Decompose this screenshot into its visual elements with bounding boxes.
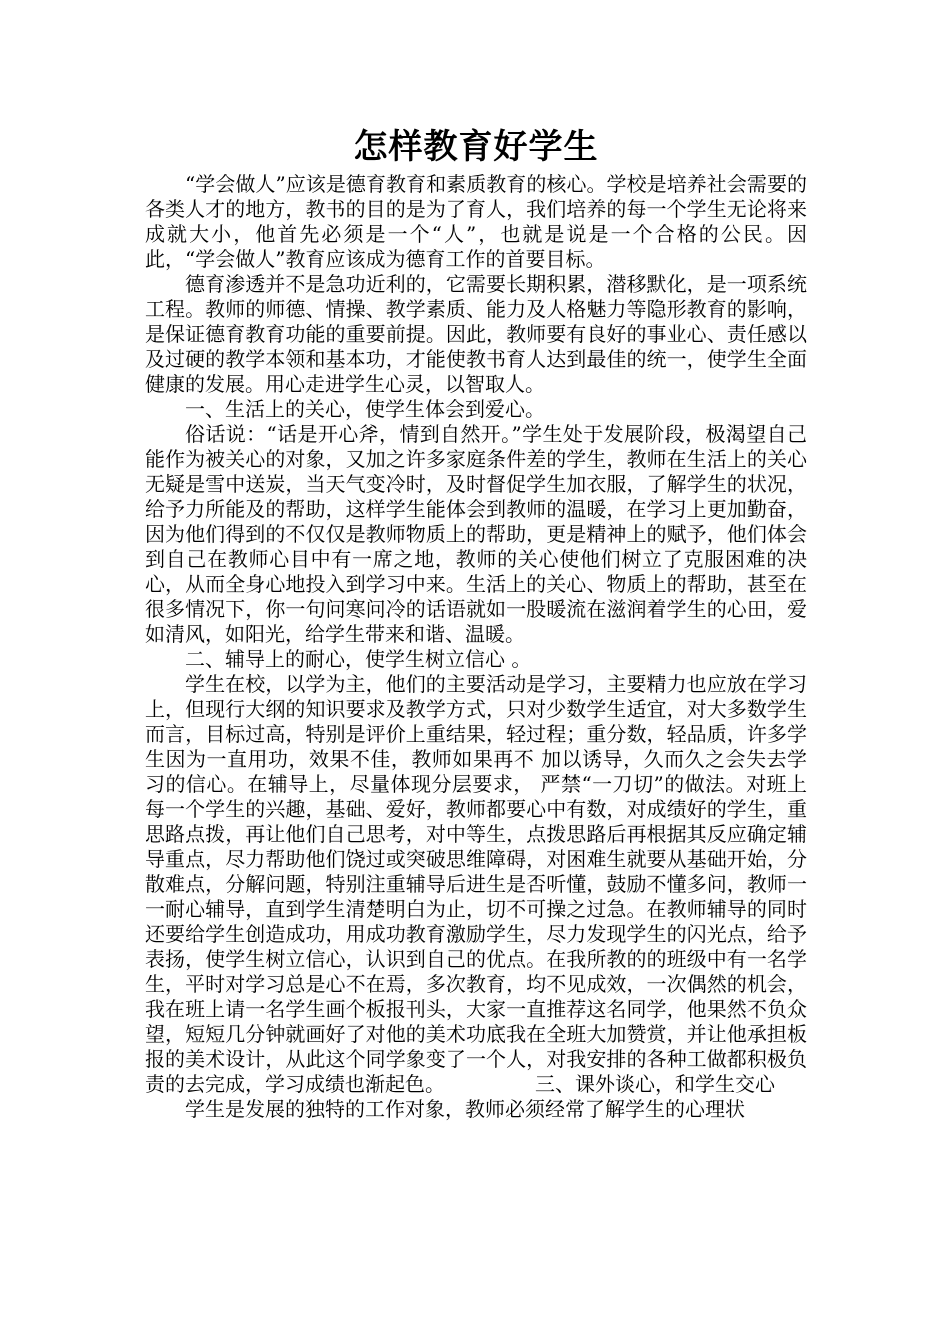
paragraph-life-care: 俗话说：“话是开心斧，情到自然开。”学生处于发展阶段，极渴望自己能作为被关心的对象，又加之许多家庭条件差的学生，教师在生活上的关心无疑是雪中送炭，当天气变冷时，及时督促学生加衣服，了解学生的状况，给予力所能及的帮助，这样学生能体会到教师的温暖，在学习上更加勤奋，因为他们得到的不仅仅是教师物质上的帮助，更是精神上的赋予，他们体会到自己在教师心目中有一席之地，教师的关心使他们树立了克服困难的决心，从而全身心地投入到学习中来。生活上的关心、物质上的帮助，甚至在很多情况下，你一句问寒问冷的话语就如一股暖流在滋润着学生的心田，爱如清风，如阳光，给学生带来和谐、温暖。 xyxy=(145,422,807,646)
document-page xyxy=(145,124,807,1122)
paragraph-student-psychology: 学生是发展的独特的工作对象，教师必须经常了解学生的心理状 xyxy=(185,1097,745,1121)
paragraph-moral-education: 德育渗透并不是急功近利的，它需要长期积累，潜移默化，是一项系统工程。教师的师德、情操、教学素质、能力及人格魅力等隐形教育的影响，是保证德育教育功能的重要前提。因此，教师要有良好的事业心、责任感以及过硬的教学本领和基本功，才能使教书育人达到最佳的统一，使学生全面健康的发展。用心走进学生心灵，以智取人。 xyxy=(145,272,807,396)
paragraph-tutoring: 学生在校，以学为主，他们的主要活动是学习，主要精力也应放在学习上，但现行大纲的知识要求及教学方式，只对少数学生适宜，对大多数学生而言，目标过高，特别是评价上重结果，轻过程；重分数，轻品质，许多学生因为一直用功，效果不佳，教师如果再不 加以诱导，久而久之会失去学习的信心。在辅导上，尽量体现分层要求， 严禁“一刀切”的做法。对班上每一个学生的兴趣，基础、爱好，教师都要心中有数，对成绩好的学生，重思路点拨，再让他们自己思考，对中等生，点拨思路后再根据其反应确定辅导重点，尽力帮助他们饶过或突破思维障碍，对困难生就要从基础开始，分散难点，分解问题，特别注重辅导后进生是否听懂，鼓励不懂多问，教师一一耐心辅导，直到学生清楚明白为止，切不可操之过急。在教师辅导的同时还要给学生创造成功，用成功教育激励学生，尽力发现学生的闪光点，给予表扬，使学生树立信心，认识到自己的优点。在我所教的的班级中有一名学生，平时对学习总是心不在焉，多次教育，均不见成效，一次偶然的机会，我在班上请一名学生画个板报刊头，大家一直推荐这名同学，他果然不负众望，短短几分钟就画好了对他的美术功底我在全班大加赞赏，并让他承担板报的美术设计，从此这个同学象变了一个人，对我安排的各种工做都积极负责的去完成，学习成绩也渐起色。 三、课外谈心，和学生交心 xyxy=(145,672,807,1096)
document-title: 怎样教育好学生 xyxy=(353,127,599,167)
section-heading-2: 二、辅导上的耐心，使学生树立信心 。 xyxy=(185,647,532,671)
section-heading-1: 一、生活上的关心，使学生体会到爱心。 xyxy=(185,397,545,421)
paragraph-intro: “学会做人”应该是德育教育和素质教育的核心。学校是培养社会需要的各类人才的地方，教书的目的是为了育人，我们培养的每一个学生无论将来成就大小，他首先必须是一个“人”，也就是说是一个合格的公民。因此，“学会做人”教育应该成为德育工作的首要目标。 xyxy=(145,172,807,271)
